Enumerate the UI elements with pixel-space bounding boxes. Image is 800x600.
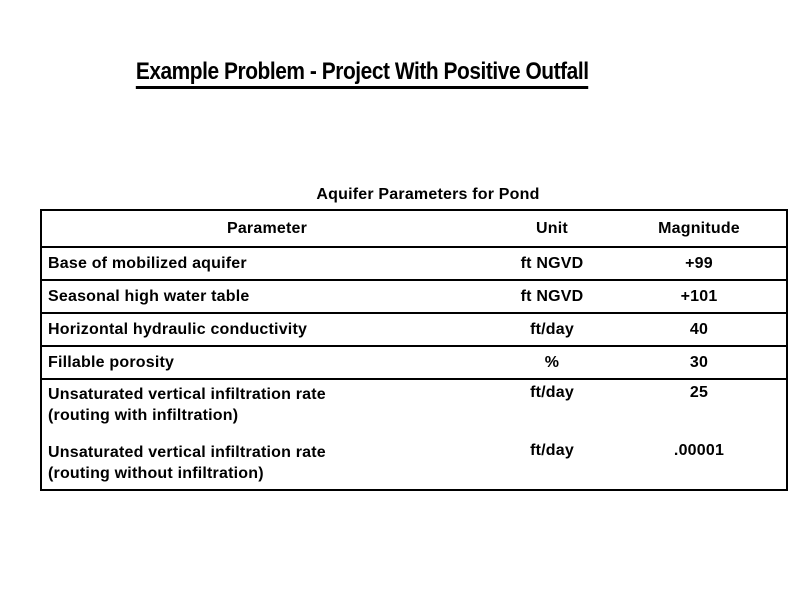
parameter-note: (routing without infiltration) [48,465,264,482]
parameter-cell: Base of mobilized aquifer [48,254,247,272]
table-caption: Aquifer Parameters for Pond [316,186,540,203]
table-row [42,248,786,281]
magnitude-cell: .00001 [673,442,725,459]
magnitude-cell: +99 [685,254,713,272]
parameter-cell: Fillable porosity [48,353,175,371]
unit-cell: % [544,353,560,371]
unit-cell: ft NGVD [520,254,584,272]
title-wrap [0,59,724,89]
table-row [42,434,786,489]
parameter-note: (routing with infiltration) [48,407,239,424]
unit-cell: ft/day [530,442,574,459]
magnitude-cell: +101 [680,287,718,305]
aquifer-parameters-table [40,209,788,491]
table-row [42,380,786,434]
unit-cell: ft/day [530,320,574,338]
parameter-cell: Seasonal high water table [48,287,250,305]
parameter-main: Unsaturated vertical infiltration rate [48,444,326,461]
table-header-row [42,211,786,248]
table-row [42,281,786,314]
column-header-unit: Unit [536,219,568,237]
magnitude-cell: 25 [689,384,709,401]
table-row [42,347,786,380]
column-header-parameter: Parameter [226,219,308,237]
unit-cell: ft NGVD [520,287,584,305]
column-header-magnitude: Magnitude [658,219,740,237]
magnitude-cell: 40 [689,320,709,338]
parameter-cell [42,434,492,489]
parameter-main: Unsaturated vertical infiltration rate [48,386,326,403]
page-title: Example Problem - Project With Positive Outfall [136,59,589,89]
unit-cell: ft/day [530,384,574,401]
magnitude-cell: 30 [689,353,709,371]
parameter-cell: Horizontal hydraulic conductivity [48,320,308,338]
parameter-cell [42,380,492,434]
table-row [42,314,786,347]
